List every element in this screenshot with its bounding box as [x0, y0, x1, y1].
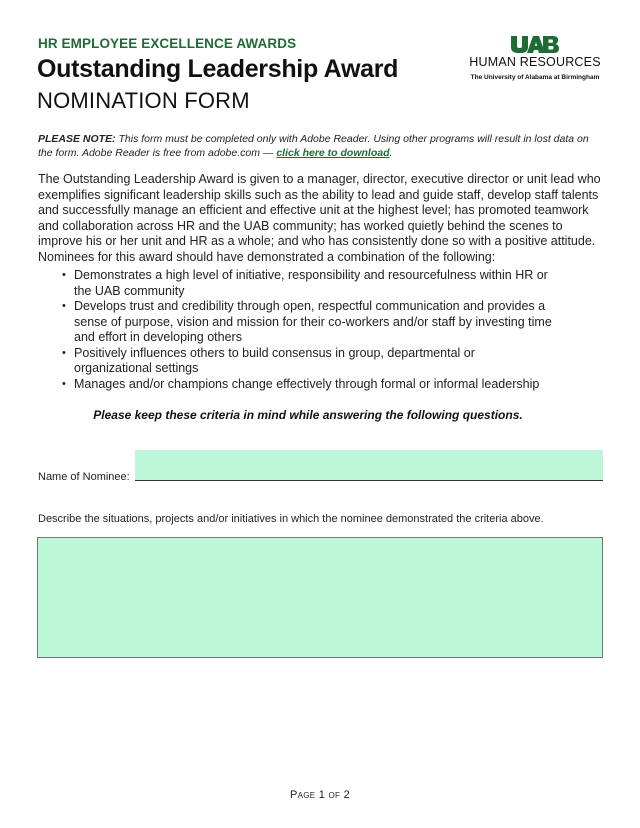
- award-description: The Outstanding Leadership Award is given to a manager, director, executive director or unit lead who exemplifies significant leadership skills such as the ability to lead and guide staff, develop staff talents and successfully manage an efficient and effective unit at the highest level; has promoted teamwork and collaboration across HR and the UAB community; has worked quietly behind the scenes to improve his or her unit and HR as a whole; and who has consistently done so with a positive attitude. Nominees for this award should have demonstrated a combination of the following:: [38, 172, 601, 264]
- note-end: .: [389, 147, 393, 159]
- describe-label: Describe the situations, projects and/or initiatives in which the nominee demonstrated the criteria above.: [38, 513, 544, 525]
- adobe-reader-note: [38, 132, 604, 160]
- criteria-list: [56, 268, 556, 392]
- criteria-item: • Positively influences others to build consensus in group, departmental or organizational settings: [56, 346, 556, 377]
- note-label: PLEASE NOTE:: [38, 133, 116, 145]
- criteria-reminder: Please keep these criteria in mind while answering the following questions.: [93, 408, 523, 422]
- download-link[interactable]: click here to download: [276, 147, 390, 159]
- uab-logo-mark: [510, 36, 560, 53]
- page-number: Page 1 of 2: [289, 789, 351, 801]
- nominee-label: Name of Nominee:: [38, 471, 130, 483]
- criteria-item: • Demonstrates a high level of initiative, responsibility and resourcefulness within HR or the UAB community: [56, 268, 556, 299]
- page-subtitle: NOMINATION FORM: [37, 88, 250, 113]
- logo-university: The University of Alabama at Birmingham: [470, 74, 600, 81]
- logo-department: HUMAN RESOURCES: [469, 55, 601, 69]
- describe-situations-field[interactable]: [37, 537, 603, 658]
- note-text: This form must be completed only with Adobe Reader. Using other programs will result in lost data on the form. Adobe Reader is free from adobe.com —: [38, 133, 589, 159]
- nominee-name-field[interactable]: [135, 450, 603, 481]
- program-heading: HR EMPLOYEE EXCELLENCE AWARDS: [38, 36, 297, 51]
- page-title: Outstanding Leadership Award: [37, 55, 399, 83]
- criteria-item: • Manages and/or champions change effectively through formal or informal leadership: [56, 377, 556, 393]
- criteria-item: • Develops trust and credibility through open, respectful communication and provides a sense of purpose, vision and mission for their co-workers and/or staff by investing time and effort in developing others: [56, 299, 556, 346]
- uab-logo: [460, 36, 610, 81]
